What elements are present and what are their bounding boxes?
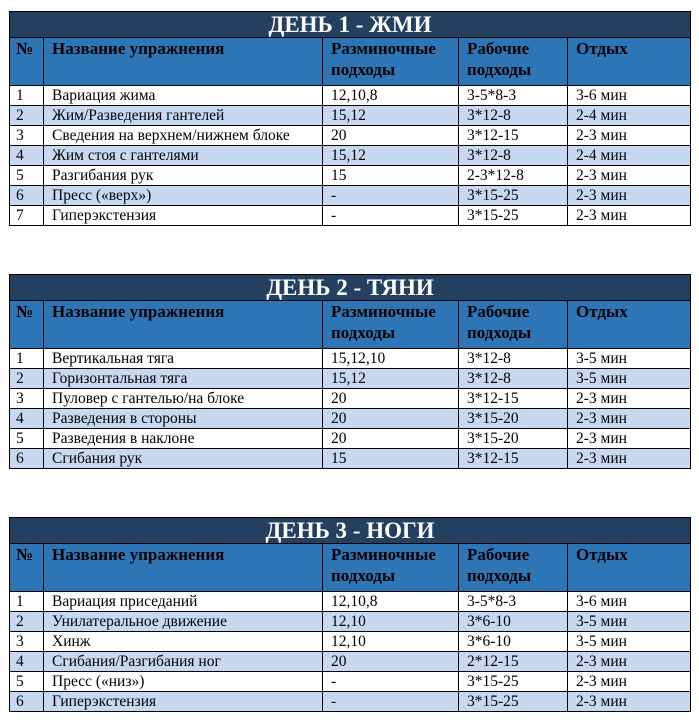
warmup-sets: - [323, 692, 459, 712]
day-title: ДЕНЬ 2 - ТЯНИ [10, 275, 691, 301]
header-label: Разминочные [331, 545, 436, 564]
warmup-sets: 20 [323, 389, 459, 409]
header-label: подходы [467, 323, 532, 342]
header-rest [568, 544, 691, 592]
rest-time: 2-3 мин [568, 126, 691, 146]
warmup-sets: 15,12 [323, 369, 459, 389]
header-working-sets [459, 544, 568, 592]
header-number [10, 301, 44, 349]
rest-time: 2-3 мин [568, 652, 691, 672]
exercise-name: Разведения в стороны [44, 409, 323, 429]
table-row [10, 369, 691, 389]
rest-time: 2-3 мин [568, 206, 691, 226]
exercise-name: Пресс («верх») [44, 186, 323, 206]
row-number: 3 [10, 389, 44, 409]
header-working-sets [459, 38, 568, 86]
day-3-table [9, 517, 691, 712]
header-row [10, 301, 691, 349]
exercise-name: Жим/Разведения гантелей [44, 106, 323, 126]
header-row [10, 544, 691, 592]
row-number: 4 [10, 652, 44, 672]
warmup-sets: 20 [323, 126, 459, 146]
table-row [10, 126, 691, 146]
row-number: 6 [10, 692, 44, 712]
row-number: 3 [10, 126, 44, 146]
working-sets: 3*12-8 [459, 106, 568, 126]
rest-time: 3-5 мин [568, 612, 691, 632]
warmup-sets: 12,10 [323, 632, 459, 652]
warmup-sets: 15,12,10 [323, 349, 459, 369]
table-row [10, 166, 691, 186]
day-2-table [9, 274, 691, 469]
row-number: 2 [10, 106, 44, 126]
header-label: Название упражнения [52, 545, 225, 564]
working-sets: 3*12-8 [459, 146, 568, 166]
row-number: 2 [10, 612, 44, 632]
header-number [10, 38, 44, 86]
day-title-row [10, 12, 691, 38]
working-sets: 3*15-25 [459, 692, 568, 712]
exercise-name: Разгибания рук [44, 166, 323, 186]
warmup-sets: 15,12 [323, 146, 459, 166]
exercise-name: Хинж [44, 632, 323, 652]
header-exercise-name [44, 301, 323, 349]
rest-time: 2-4 мин [568, 106, 691, 126]
warmup-sets: 20 [323, 652, 459, 672]
row-number: 3 [10, 632, 44, 652]
header-label: Разминочные [331, 39, 436, 58]
exercise-name: Вариация приседаний [44, 592, 323, 612]
warmup-sets: - [323, 206, 459, 226]
header-label: Рабочие [467, 39, 530, 58]
working-sets: 3*12-15 [459, 389, 568, 409]
row-number: 5 [10, 429, 44, 449]
working-sets: 3*15-25 [459, 206, 568, 226]
header-row [10, 38, 691, 86]
row-number: 6 [10, 449, 44, 469]
header-label: Отдых [576, 39, 628, 58]
table-row [10, 389, 691, 409]
warmup-sets: 12,10,8 [323, 592, 459, 612]
rest-time: 2-3 мин [568, 429, 691, 449]
exercise-name: Сведения на верхнем/нижнем блоке [44, 126, 323, 146]
header-warmup-sets [323, 38, 459, 86]
header-label: Название упражнения [52, 302, 225, 321]
exercise-name: Унилатеральное движение [44, 612, 323, 632]
working-sets: 3*15-25 [459, 186, 568, 206]
warmup-sets: 20 [323, 409, 459, 429]
header-exercise-name [44, 544, 323, 592]
row-number: 5 [10, 672, 44, 692]
rest-time: 3-6 мин [568, 86, 691, 106]
rest-time: 3-5 мин [568, 369, 691, 389]
table-row [10, 86, 691, 106]
working-sets: 3*12-8 [459, 369, 568, 389]
working-sets: 3*12-15 [459, 449, 568, 469]
rest-time: 2-4 мин [568, 146, 691, 166]
table-row [10, 672, 691, 692]
row-number: 6 [10, 186, 44, 206]
header-exercise-name [44, 38, 323, 86]
table-row [10, 106, 691, 126]
row-number: 2 [10, 369, 44, 389]
working-sets: 3*12-8 [459, 349, 568, 369]
header-working-sets [459, 301, 568, 349]
warmup-sets: 15,12 [323, 106, 459, 126]
rest-time: 3-5 мин [568, 632, 691, 652]
day-3-table-wrap [9, 517, 690, 712]
warmup-sets: - [323, 672, 459, 692]
day-2-table-wrap [9, 274, 690, 469]
rest-time: 2-3 мин [568, 449, 691, 469]
warmup-sets: 15 [323, 449, 459, 469]
header-label: Отдых [576, 545, 628, 564]
exercise-name: Гиперэкстензия [44, 692, 323, 712]
header-label: подходы [467, 566, 532, 585]
day-1-table [9, 11, 691, 226]
working-sets: 3-5*8-3 [459, 86, 568, 106]
row-number: 1 [10, 592, 44, 612]
header-label: подходы [331, 566, 396, 585]
header-label: подходы [467, 60, 532, 79]
warmup-sets: 20 [323, 429, 459, 449]
header-label: № [16, 545, 34, 564]
table-row [10, 612, 691, 632]
header-warmup-sets [323, 544, 459, 592]
table-row [10, 429, 691, 449]
working-sets: 3*6-10 [459, 612, 568, 632]
working-sets: 3*15-20 [459, 409, 568, 429]
exercise-name: Сгибания/Разгибания ног [44, 652, 323, 672]
working-sets: 3*15-20 [459, 429, 568, 449]
rest-time: 3-6 мин [568, 592, 691, 612]
working-sets: 3*6-10 [459, 632, 568, 652]
day-1-table-wrap [9, 11, 690, 226]
rest-time: 3-5 мин [568, 349, 691, 369]
row-number: 4 [10, 409, 44, 429]
day-title-row [10, 275, 691, 301]
exercise-name: Вариация жима [44, 86, 323, 106]
header-label: подходы [331, 323, 396, 342]
header-label: № [16, 39, 34, 58]
day-title: ДЕНЬ 3 - НОГИ [10, 518, 691, 544]
rest-time: 2-3 мин [568, 672, 691, 692]
exercise-name: Вертикальная тяга [44, 349, 323, 369]
rest-time: 2-3 мин [568, 409, 691, 429]
working-sets: 3*12-15 [459, 126, 568, 146]
table-row [10, 592, 691, 612]
table-row [10, 146, 691, 166]
header-label: Название упражнения [52, 39, 225, 58]
header-rest [568, 38, 691, 86]
header-number [10, 544, 44, 592]
warmup-sets: 15 [323, 166, 459, 186]
exercise-name: Пресс («низ») [44, 672, 323, 692]
row-number: 7 [10, 206, 44, 226]
header-rest [568, 301, 691, 349]
table-row [10, 409, 691, 429]
exercise-name: Сгибания рук [44, 449, 323, 469]
row-number: 1 [10, 86, 44, 106]
warmup-sets: 12,10 [323, 612, 459, 632]
table-row [10, 186, 691, 206]
working-sets: 2-3*12-8 [459, 166, 568, 186]
header-label: подходы [331, 60, 396, 79]
row-number: 4 [10, 146, 44, 166]
row-number: 5 [10, 166, 44, 186]
warmup-sets: 12,10,8 [323, 86, 459, 106]
day-title-row [10, 518, 691, 544]
table-row [10, 349, 691, 369]
exercise-name: Горизонтальная тяга [44, 369, 323, 389]
working-sets: 3-5*8-3 [459, 592, 568, 612]
working-sets: 2*12-15 [459, 652, 568, 672]
exercise-name: Жим стоя с гантелями [44, 146, 323, 166]
rest-time: 2-3 мин [568, 166, 691, 186]
table-row [10, 206, 691, 226]
header-label: Рабочие [467, 545, 530, 564]
header-label: Рабочие [467, 302, 530, 321]
warmup-sets: - [323, 186, 459, 206]
rest-time: 2-3 мин [568, 389, 691, 409]
exercise-name: Пуловер с гантелью/на блоке [44, 389, 323, 409]
table-row [10, 692, 691, 712]
rest-time: 2-3 мин [568, 692, 691, 712]
working-sets: 3*15-25 [459, 672, 568, 692]
table-row [10, 632, 691, 652]
table-row [10, 652, 691, 672]
row-number: 1 [10, 349, 44, 369]
exercise-name: Гиперэкстензия [44, 206, 323, 226]
header-warmup-sets [323, 301, 459, 349]
exercise-name: Разведения в наклоне [44, 429, 323, 449]
header-label: Разминочные [331, 302, 436, 321]
table-row [10, 449, 691, 469]
day-title: ДЕНЬ 1 - ЖМИ [10, 12, 691, 38]
header-label: Отдых [576, 302, 628, 321]
header-label: № [16, 302, 34, 321]
rest-time: 2-3 мин [568, 186, 691, 206]
